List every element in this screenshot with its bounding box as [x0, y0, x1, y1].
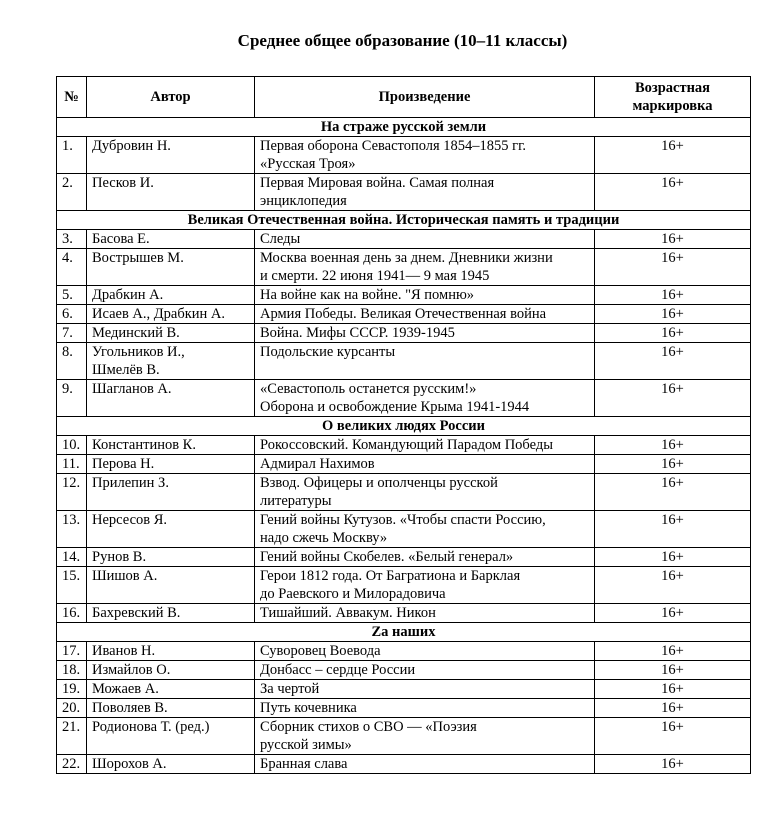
work-cell — [255, 680, 595, 699]
table-row — [57, 474, 751, 511]
work-cell — [255, 174, 595, 211]
row-number: 2. — [57, 174, 87, 211]
age-rating: 16+ — [595, 174, 751, 211]
age-rating: 16+ — [595, 604, 751, 623]
age-rating: 16+ — [595, 249, 751, 286]
author-cell — [87, 324, 255, 343]
header-age-line-1: Возрастная — [634, 80, 711, 96]
work-line: литературы — [260, 493, 332, 509]
table-row — [57, 230, 751, 249]
row-number: 20. — [57, 699, 87, 718]
author-line: Дубровин Н. — [92, 138, 171, 154]
work-line: Гений войны Скобелев. «Белый генерал» — [260, 549, 514, 565]
author-line: Нерсесов Я. — [92, 512, 168, 528]
author-cell — [87, 661, 255, 680]
author-line: Можаев А. — [92, 681, 159, 697]
table-row — [57, 548, 751, 567]
author-line: Басова Е. — [92, 231, 150, 247]
table-header-row — [57, 77, 751, 118]
row-number: 4. — [57, 249, 87, 286]
table-row — [57, 567, 751, 604]
work-line: Подольские курсанты — [260, 344, 396, 360]
author-cell — [87, 436, 255, 455]
row-number: 15. — [57, 567, 87, 604]
table-row — [57, 380, 751, 417]
work-line: Гений войны Кутузов. «Чтобы спасти Россию, — [260, 512, 546, 528]
work-cell — [255, 305, 595, 324]
header-work: Произведение — [255, 77, 595, 118]
table-row — [57, 718, 751, 755]
row-number: 14. — [57, 548, 87, 567]
author-cell — [87, 699, 255, 718]
author-cell — [87, 230, 255, 249]
work-line: Взвод. Офицеры и ополченцы русской — [260, 475, 498, 491]
age-rating: 16+ — [595, 474, 751, 511]
work-cell — [255, 755, 595, 774]
table-row — [57, 305, 751, 324]
author-line: Измайлов О. — [92, 662, 171, 678]
work-cell — [255, 604, 595, 623]
work-line: Сборник стихов о СВО — «Поэзия — [260, 719, 477, 735]
table-row — [57, 699, 751, 718]
section-title: О великих людях России — [57, 417, 751, 436]
row-number: 6. — [57, 305, 87, 324]
age-rating: 16+ — [595, 230, 751, 249]
author-cell — [87, 718, 255, 755]
author-cell — [87, 455, 255, 474]
work-line: Первая Мировая война. Самая полная — [260, 175, 495, 191]
work-line: Первая оборона Севастополя 1854–1855 гг. — [260, 138, 527, 154]
table-row — [57, 324, 751, 343]
work-cell — [255, 137, 595, 174]
author-cell — [87, 249, 255, 286]
work-cell — [255, 230, 595, 249]
author-cell — [87, 604, 255, 623]
author-line: Шагланов А. — [92, 381, 172, 397]
row-number: 10. — [57, 436, 87, 455]
author-line: Шорохов А. — [92, 756, 167, 772]
table-row — [57, 455, 751, 474]
table-row — [57, 511, 751, 548]
author-line: Перова Н. — [92, 456, 155, 472]
section-title: Великая Отечественная война. Историческая память и традиции — [57, 211, 751, 230]
table-row — [57, 755, 751, 774]
work-line: русской зимы» — [260, 737, 352, 753]
author-cell — [87, 474, 255, 511]
row-number: 1. — [57, 137, 87, 174]
work-line: На войне как на войне. "Я помню» — [260, 287, 475, 303]
table-row — [57, 680, 751, 699]
section-row — [57, 417, 751, 436]
work-line: энциклопедия — [260, 193, 347, 209]
age-rating: 16+ — [595, 680, 751, 699]
work-line: Война. Мифы СССР. 1939-1945 — [260, 325, 455, 341]
age-rating: 16+ — [595, 286, 751, 305]
row-number: 11. — [57, 455, 87, 474]
work-cell — [255, 436, 595, 455]
work-line: Оборона и освобождение Крыма 1941-1944 — [260, 399, 530, 415]
author-line: Исаев А., Драбкин А. — [92, 306, 226, 322]
author-cell — [87, 511, 255, 548]
work-cell — [255, 343, 595, 380]
author-line: Иванов Н. — [92, 643, 156, 659]
work-line: Донбасс – сердце России — [260, 662, 416, 678]
table-row — [57, 174, 751, 211]
work-cell — [255, 511, 595, 548]
row-number: 13. — [57, 511, 87, 548]
work-line: За чертой — [260, 681, 320, 697]
author-cell — [87, 548, 255, 567]
age-rating: 16+ — [595, 380, 751, 417]
work-cell — [255, 286, 595, 305]
work-line: Армия Победы. Великая Отечественная война — [260, 306, 547, 322]
age-rating: 16+ — [595, 718, 751, 755]
table-row — [57, 137, 751, 174]
author-line: Драбкин А. — [92, 287, 164, 303]
row-number: 21. — [57, 718, 87, 755]
author-cell — [87, 286, 255, 305]
table-row — [57, 249, 751, 286]
section-row — [57, 623, 751, 642]
work-cell — [255, 548, 595, 567]
work-cell — [255, 642, 595, 661]
author-line: Шишов А. — [92, 568, 158, 584]
book-list-table — [56, 76, 751, 774]
age-rating: 16+ — [595, 642, 751, 661]
work-line: Адмирал Нахимов — [260, 456, 375, 472]
author-cell — [87, 380, 255, 417]
work-line: Бранная слава — [260, 756, 348, 772]
age-rating: 16+ — [595, 661, 751, 680]
work-line: «Русская Троя» — [260, 156, 356, 172]
table-row — [57, 604, 751, 623]
age-rating: 16+ — [595, 567, 751, 604]
author-cell — [87, 680, 255, 699]
work-cell — [255, 567, 595, 604]
author-line: Константинов К. — [92, 437, 196, 453]
work-cell — [255, 455, 595, 474]
work-line: Тишайший. Аввакум. Никон — [260, 605, 436, 621]
age-rating: 16+ — [595, 755, 751, 774]
table-row — [57, 661, 751, 680]
row-number: 8. — [57, 343, 87, 380]
row-number: 7. — [57, 324, 87, 343]
row-number: 3. — [57, 230, 87, 249]
work-line: Герои 1812 года. От Багратиона и Барклая — [260, 568, 521, 584]
work-line: надо сжечь Москву» — [260, 530, 388, 546]
author-cell — [87, 137, 255, 174]
age-rating: 16+ — [595, 324, 751, 343]
author-line: Прилепин З. — [92, 475, 169, 491]
row-number: 5. — [57, 286, 87, 305]
table-body — [57, 118, 751, 774]
work-cell — [255, 661, 595, 680]
work-cell — [255, 249, 595, 286]
work-cell — [255, 324, 595, 343]
row-number: 18. — [57, 661, 87, 680]
header-age-line-2: маркировка — [632, 98, 713, 114]
work-line: и смерти. 22 июня 1941— 9 мая 1945 — [260, 268, 490, 284]
author-line: Угольников И., — [92, 344, 185, 360]
work-line: до Раевского и Милорадовича — [260, 586, 446, 602]
header-age-rating — [595, 77, 751, 118]
header-author: Автор — [87, 77, 255, 118]
section-title: На страже русской земли — [57, 118, 751, 137]
row-number: 22. — [57, 755, 87, 774]
work-cell — [255, 474, 595, 511]
row-number: 16. — [57, 604, 87, 623]
author-cell — [87, 343, 255, 380]
author-line: Мединский В. — [92, 325, 180, 341]
author-line: Бахревский В. — [92, 605, 181, 621]
author-cell — [87, 567, 255, 604]
table-row — [57, 642, 751, 661]
work-line: Путь кочевника — [260, 700, 357, 716]
header-number: № — [57, 77, 87, 118]
author-line: Вострышев М. — [92, 250, 184, 266]
author-line: Родионова Т. (ред.) — [92, 719, 210, 735]
work-line: Суворовец Воевода — [260, 643, 381, 659]
table-row — [57, 436, 751, 455]
row-number: 12. — [57, 474, 87, 511]
age-rating: 16+ — [595, 699, 751, 718]
age-rating: 16+ — [595, 455, 751, 474]
work-cell — [255, 380, 595, 417]
age-rating: 16+ — [595, 343, 751, 380]
work-line: Москва военная день за днем. Дневники жизни — [260, 250, 553, 266]
row-number: 19. — [57, 680, 87, 699]
author-line: Песков И. — [92, 175, 154, 191]
work-line: «Севастополь останется русским!» — [260, 381, 477, 397]
section-row — [57, 211, 751, 230]
section-row — [57, 118, 751, 137]
author-cell — [87, 642, 255, 661]
page-title: Среднее общее образование (10–11 классы) — [237, 31, 568, 50]
row-number: 17. — [57, 642, 87, 661]
section-title: Zа наших — [57, 623, 751, 642]
age-rating: 16+ — [595, 305, 751, 324]
age-rating: 16+ — [595, 548, 751, 567]
age-rating: 16+ — [595, 137, 751, 174]
table-row — [57, 286, 751, 305]
row-number: 9. — [57, 380, 87, 417]
work-cell — [255, 718, 595, 755]
author-cell — [87, 305, 255, 324]
author-cell — [87, 755, 255, 774]
age-rating: 16+ — [595, 511, 751, 548]
age-rating: 16+ — [595, 436, 751, 455]
author-cell — [87, 174, 255, 211]
author-line: Поволяев В. — [92, 700, 168, 716]
work-line: Следы — [260, 231, 301, 247]
work-cell — [255, 699, 595, 718]
author-line: Рунов В. — [92, 549, 147, 565]
author-line: Шмелёв В. — [92, 362, 160, 378]
work-line: Рокоссовский. Командующий Парадом Победы — [260, 437, 553, 453]
table-row — [57, 343, 751, 380]
